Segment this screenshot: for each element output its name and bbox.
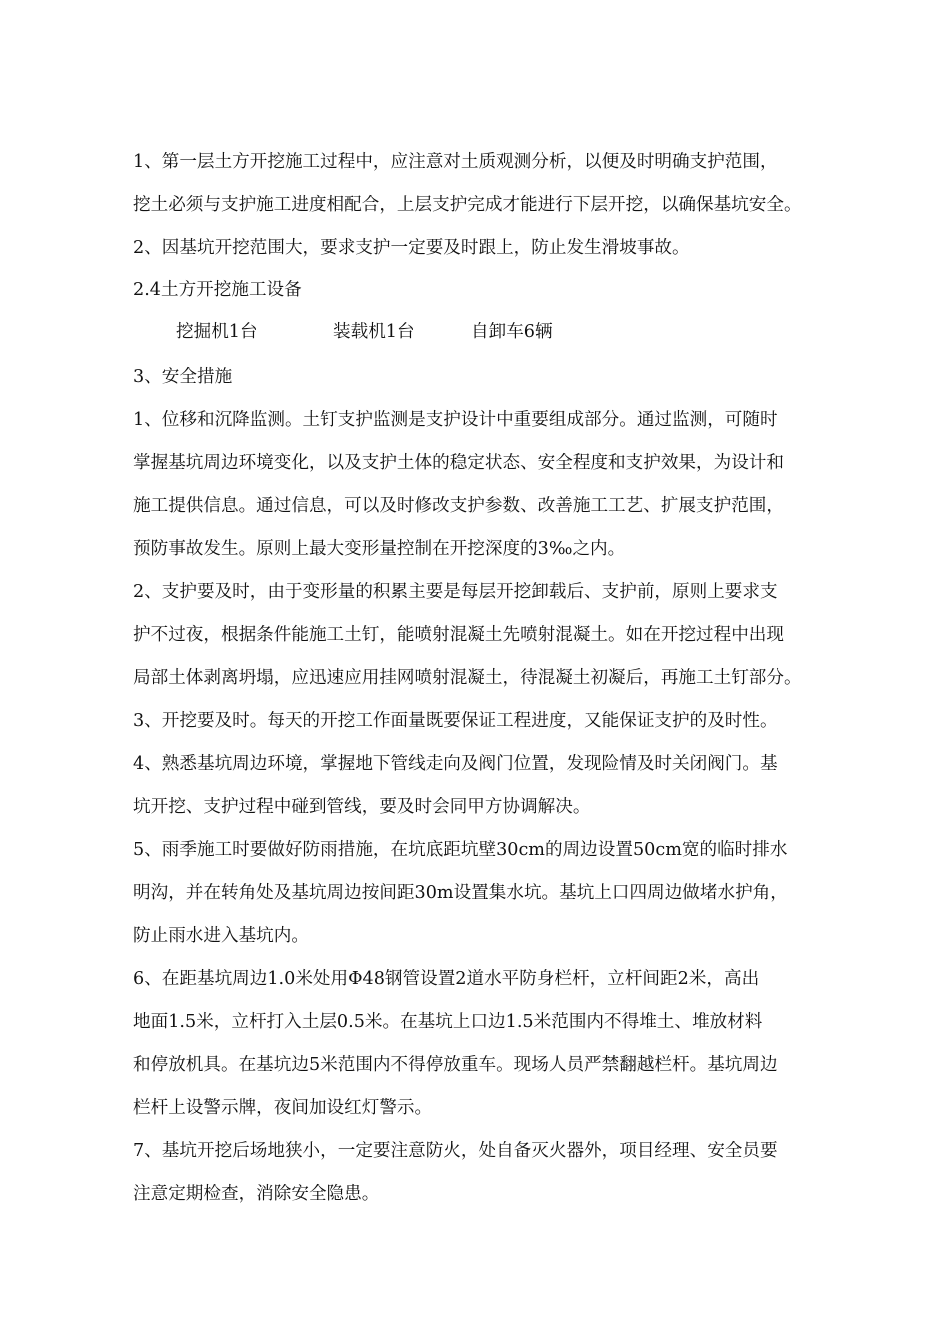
text-line: 7、基坑开挖后场地狭小，一定要注意防火，处自备灭火器外，项目经理、安全员要 xyxy=(133,1141,778,1161)
text-line: 挖土必须与支护施工进度相配合，上层支护完成才能进行下层开挖，以确保基坑安全。 xyxy=(133,195,802,215)
text-line: 4、熟悉基坑周边环境，掌握地下管线走向及阀门位置，发现险情及时关闭阀门。基 xyxy=(133,754,778,774)
text-line: 2、支护要及时，由于变形量的积累主要是每层开挖卸载后、支护前，原则上要求支 xyxy=(133,582,778,602)
text-line: 注意定期检查，消除安全隐患。 xyxy=(133,1184,380,1204)
text-line: 6、在距基坑周边1.0米处用Φ48钢管设置2道水平防身栏杆，立杆间距2米，高出 xyxy=(133,969,760,989)
equipment-excavator: 挖掘机1台 xyxy=(176,322,258,342)
text-line: 栏杆上设警示牌，夜间加设红灯警示。 xyxy=(133,1098,433,1118)
section-heading: 2.4土方开挖施工设备 xyxy=(133,280,302,300)
text-line: 预防事故发生。原则上最大变形量控制在开挖深度的3‰之内。 xyxy=(133,539,626,559)
text-line: 5、雨季施工时要做好防雨措施，在坑底距坑壁30cm的周边设置50cm宽的临时排水 xyxy=(133,840,788,860)
text-line: 2、因基坑开挖范围大，要求支护一定要及时跟上，防止发生滑坡事故。 xyxy=(133,238,690,258)
text-line: 护不过夜，根据条件能施工土钉，能喷射混凝土先喷射混凝土。如在开挖过程中出现 xyxy=(133,625,784,645)
text-line: 局部土体剥离坍塌，应迅速应用挂网喷射混凝土，待混凝土初凝后，再施工土钉部分。 xyxy=(133,668,802,688)
equipment-loader: 装载机1台 xyxy=(333,322,415,342)
text-line: 施工提供信息。通过信息，可以及时修改支护参数、改善施工工艺、扩展支护范围， xyxy=(133,496,784,516)
text-line: 坑开挖、支护过程中碰到管线，要及时会同甲方协调解决。 xyxy=(133,797,591,817)
text-line: 明沟，并在转角处及基坑周边按间距30m设置集水坑。基坑上口四周边做堵水护角， xyxy=(133,883,788,903)
text-line: 防止雨水进入基坑内。 xyxy=(133,926,309,946)
equipment-dump-truck: 自卸车6辆 xyxy=(471,322,553,342)
text-line: 3、开挖要及时。每天的开挖工作面量既要保证工程进度，又能保证支护的及时性。 xyxy=(133,711,778,731)
text-line: 1、位移和沉降监测。土钉支护监测是支护设计中重要组成部分。通过监测，可随时 xyxy=(133,410,778,430)
section-heading: 3、安全措施 xyxy=(133,367,233,387)
text-line: 地面1.5米，立杆打入土层0.5米。在基坑上口边1.5米范围内不得堆土、堆放材料 xyxy=(133,1012,763,1032)
text-line: 1、第一层土方开挖施工过程中，应注意对土质观测分析，以便及时明确支护范围， xyxy=(133,152,778,172)
text-line: 和停放机具。在基坑边5米范围内不得停放重车。现场人员严禁翻越栏杆。基坑周边 xyxy=(133,1055,778,1075)
text-line: 掌握基坑周边环境变化，以及支护土体的稳定状态、安全程度和支护效果，为设计和 xyxy=(133,453,784,473)
